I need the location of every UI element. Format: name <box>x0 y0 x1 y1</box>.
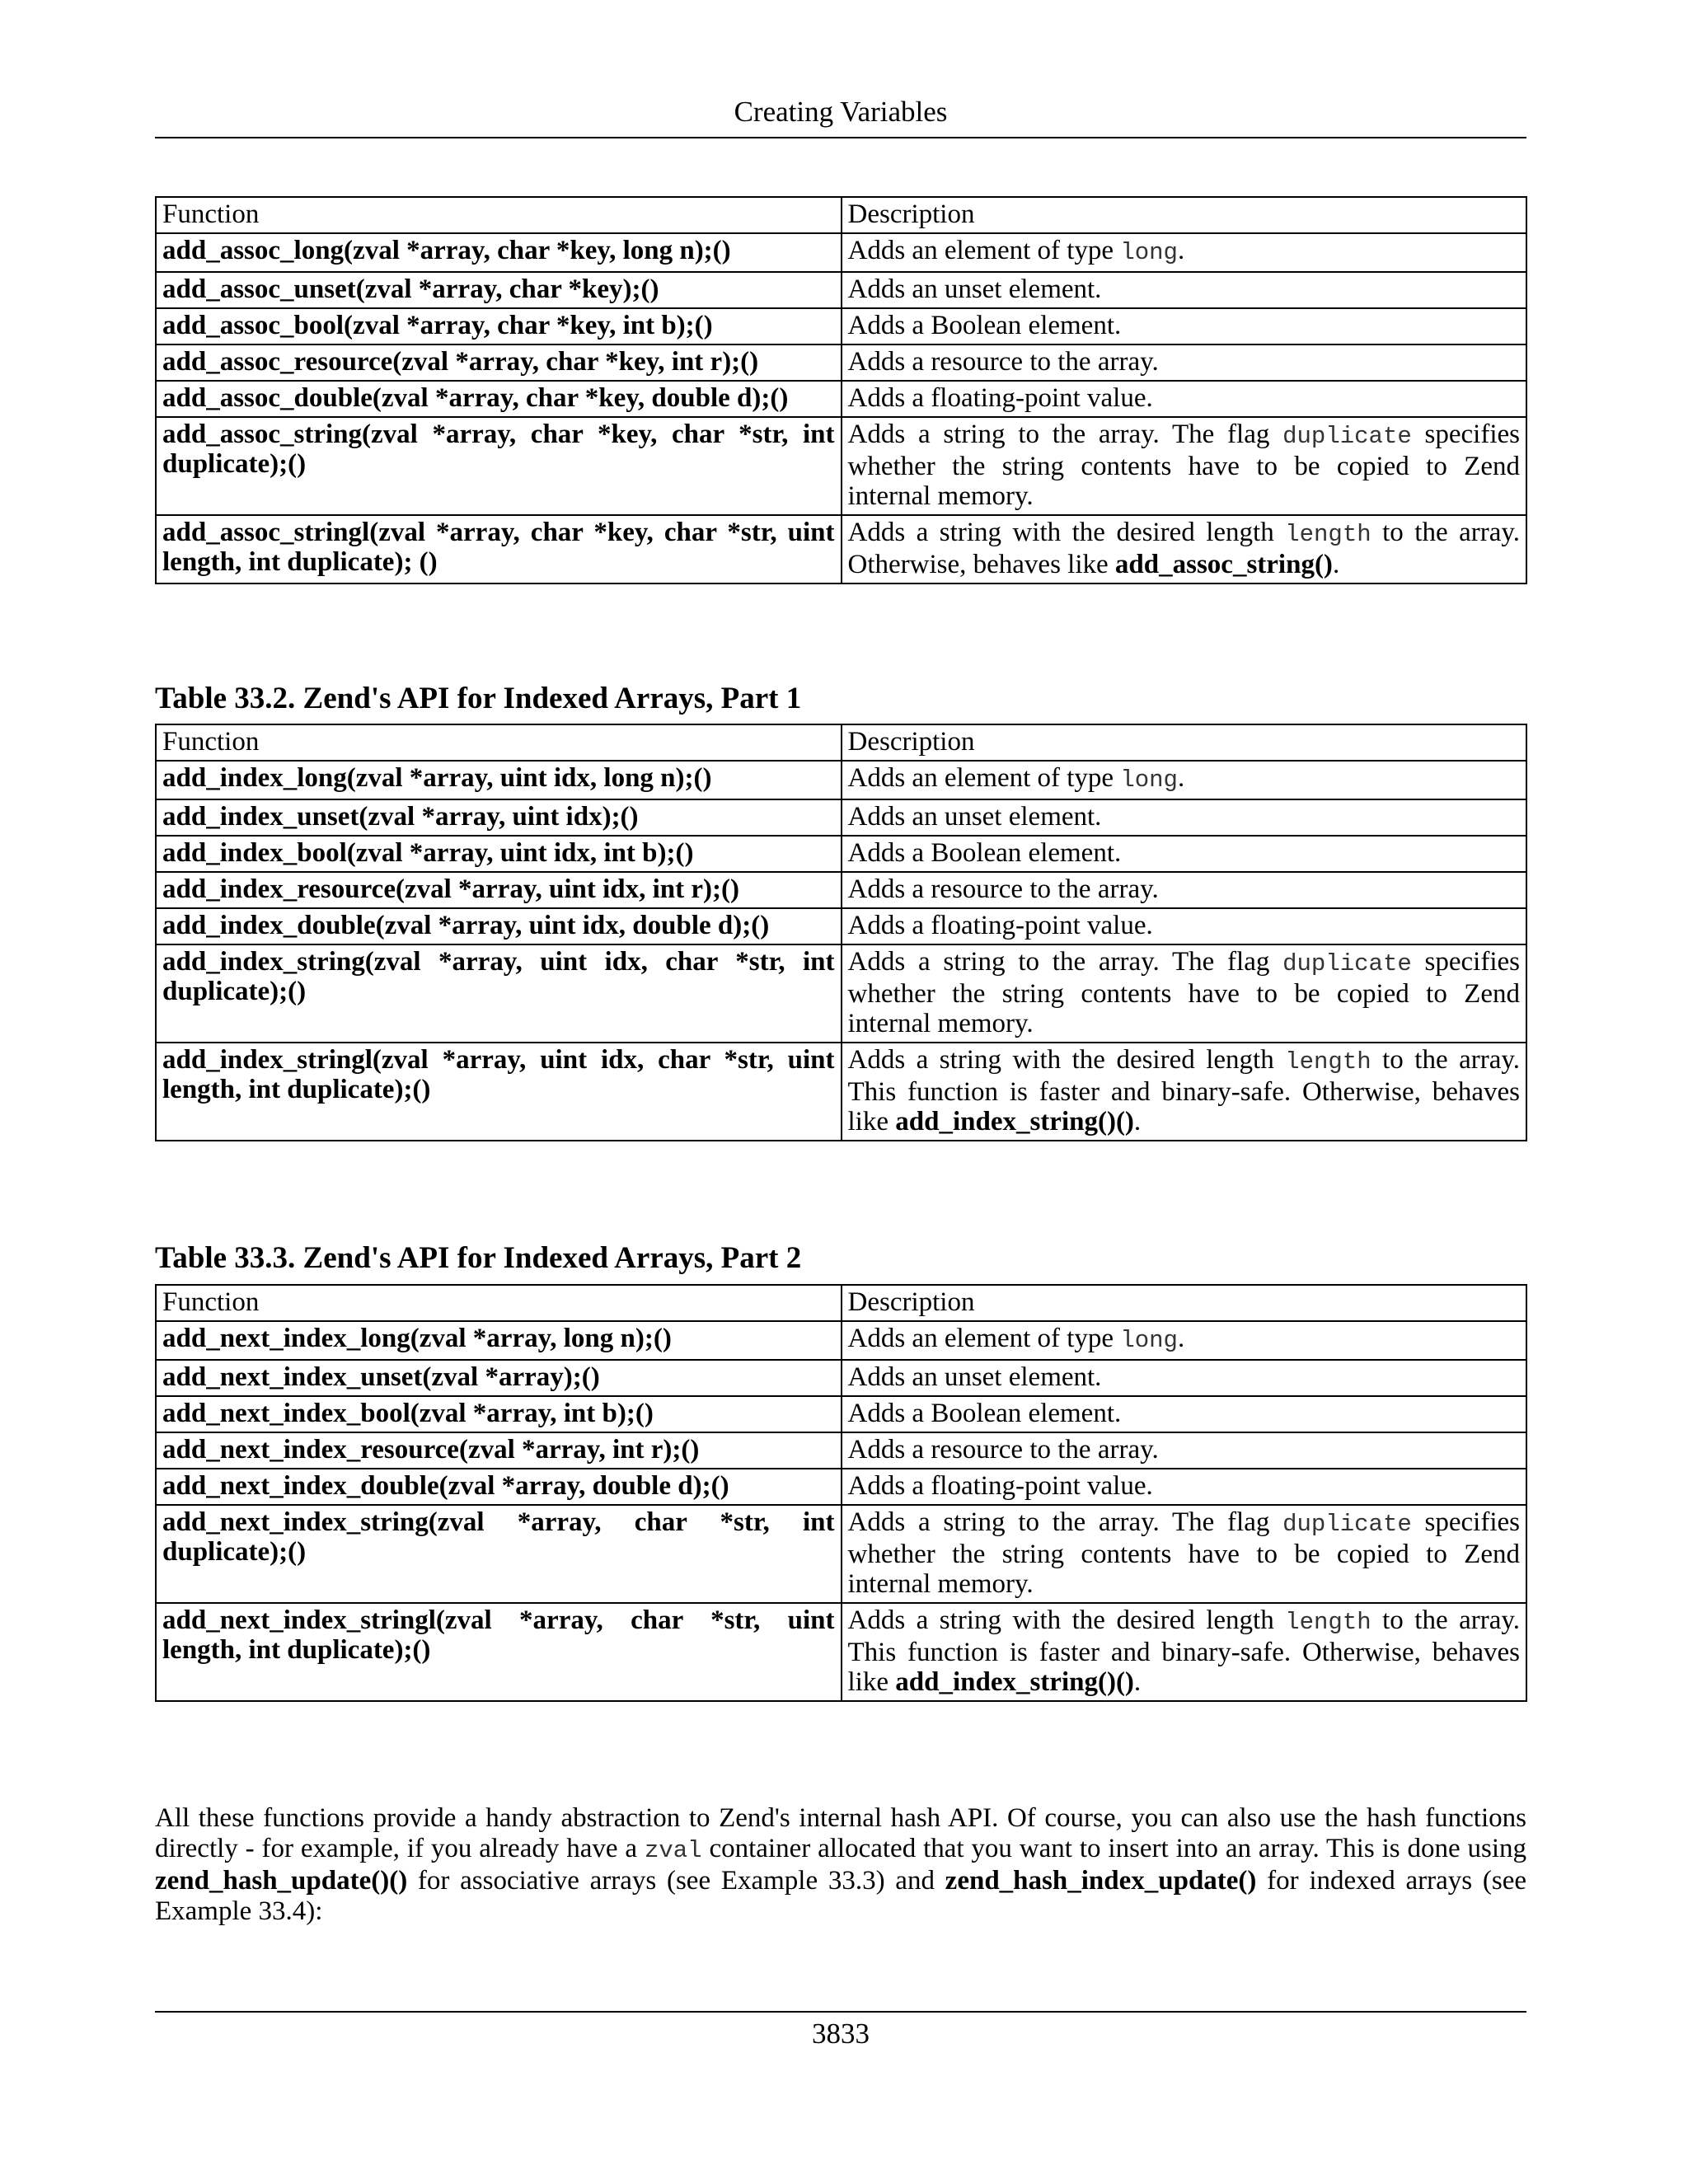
function-signature-cell: add_next_index_stringl(zval *array, char *str, uint length, int duplicate);() <box>156 1603 842 1701</box>
table-row <box>156 1505 1526 1603</box>
table-header-row <box>156 1285 1526 1321</box>
description-cell: Adds a resource to the array. <box>842 872 1527 908</box>
footer-divider <box>155 2011 1526 2013</box>
table-row <box>156 1360 1526 1396</box>
function-signature-cell: add_index_unset(zval *array, uint idx);() <box>156 799 842 836</box>
table-row <box>156 944 1526 1043</box>
column-header-description: Description <box>842 724 1527 761</box>
body-paragraph: All these functions provide a handy abstraction to Zend's internal hash API. Of course, you can also use the hash functions directly - for example, if you already have a zval container allocated that you want to insert into an array. This is done using zend_hash_update()() for associative arrays (see Example 33.3) and zend_hash_index_update() for indexed arrays (see Example 33.4): <box>155 1803 1526 1926</box>
description-cell: Adds a Boolean element. <box>842 308 1527 344</box>
table-row <box>156 1469 1526 1505</box>
function-reference: add_assoc_string() <box>1114 550 1333 579</box>
inline-code: long <box>1120 1327 1178 1354</box>
function-signature-cell: add_assoc_string(zval *array, char *key, char *str, int duplicate);() <box>156 417 842 515</box>
function-reference: add_index_string()() <box>895 1107 1134 1137</box>
table-row <box>156 761 1526 799</box>
function-signature-cell: add_next_index_long(zval *array, long n);() <box>156 1321 842 1360</box>
function-signature-cell: add_next_index_double(zval *array, double d);() <box>156 1469 842 1505</box>
inline-code: long <box>1120 766 1178 794</box>
table-caption-indexed-part1: Table 33.2. Zend's API for Indexed Arrays, Part 1 <box>155 682 802 715</box>
table-header-row <box>156 724 1526 761</box>
description-cell: Adds a resource to the array. <box>842 344 1527 381</box>
table-row <box>156 1396 1526 1432</box>
function-signature-cell: add_assoc_bool(zval *array, char *key, int b);() <box>156 308 842 344</box>
table-row <box>156 836 1526 872</box>
description-cell: Adds an element of type long. <box>842 1321 1527 1360</box>
inline-code: long <box>1120 239 1178 266</box>
column-header-function: Function <box>156 724 842 761</box>
inline-code: duplicate <box>1282 950 1412 977</box>
function-signature-cell: add_next_index_bool(zval *array, int b);() <box>156 1396 842 1432</box>
function-signature-cell: add_index_stringl(zval *array, uint idx, char *str, uint length, int duplicate);() <box>156 1043 842 1141</box>
table-row <box>156 799 1526 836</box>
description-cell: Adds an unset element. <box>842 272 1527 308</box>
indexed-array-api-table-part1 <box>155 724 1527 1141</box>
table-row <box>156 233 1526 272</box>
function-signature-cell: add_index_resource(zval *array, uint idx, int r);() <box>156 872 842 908</box>
description-cell: Adds a floating-point value. <box>842 381 1527 417</box>
function-signature-cell: add_next_index_resource(zval *array, int r);() <box>156 1432 842 1469</box>
function-signature-cell: add_next_index_string(zval *array, char *str, int duplicate);() <box>156 1505 842 1603</box>
column-header-description: Description <box>842 1285 1527 1321</box>
function-reference: zend_hash_update()() <box>155 1866 408 1896</box>
table-row <box>156 272 1526 308</box>
table-header-row <box>156 197 1526 233</box>
description-cell: Adds a string with the desired length length to the array. Otherwise, behaves like add_assoc_string(). <box>842 515 1527 583</box>
page-number: 3833 <box>812 2018 870 2050</box>
function-reference: zend_hash_index_update() <box>945 1866 1257 1896</box>
inline-code: length <box>1285 1609 1372 1636</box>
description-cell: Adds a string with the desired length length to the array. This function is faster and binary-safe. Otherwise, behaves like add_index_string()(). <box>842 1043 1527 1141</box>
function-reference: add_index_string()() <box>895 1667 1134 1697</box>
indexed-array-api-table-part2 <box>155 1284 1527 1702</box>
function-signature-cell: add_index_string(zval *array, uint idx, char *str, int duplicate);() <box>156 944 842 1043</box>
table-row <box>156 344 1526 381</box>
function-signature-cell: add_assoc_resource(zval *array, char *key, int r);() <box>156 344 842 381</box>
function-signature-cell: add_assoc_unset(zval *array, char *key);() <box>156 272 842 308</box>
table-row <box>156 515 1526 583</box>
table-row <box>156 381 1526 417</box>
description-cell: Adds a string to the array. The flag duplicate specifies whether the string contents have to be copied to Zend internal memory. <box>842 1505 1527 1603</box>
description-cell: Adds an element of type long. <box>842 233 1527 272</box>
function-signature-cell: add_assoc_stringl(zval *array, char *key, char *str, uint length, int duplicate); () <box>156 515 842 583</box>
table-row <box>156 1603 1526 1701</box>
function-signature-cell: add_index_long(zval *array, uint idx, long n);() <box>156 761 842 799</box>
header-divider <box>155 137 1526 138</box>
table-row <box>156 908 1526 944</box>
inline-code: duplicate <box>1282 423 1412 450</box>
table-row <box>156 1432 1526 1469</box>
table-caption-indexed-part2: Table 33.3. Zend's API for Indexed Arrays, Part 2 <box>155 1241 802 1275</box>
function-signature-cell: add_assoc_double(zval *array, char *key, double d);() <box>156 381 842 417</box>
description-cell: Adds a floating-point value. <box>842 908 1527 944</box>
function-signature-cell: add_assoc_long(zval *array, char *key, long n);() <box>156 233 842 272</box>
table-row <box>156 1321 1526 1360</box>
description-cell: Adds a Boolean element. <box>842 836 1527 872</box>
table-row <box>156 872 1526 908</box>
table-row <box>156 1043 1526 1141</box>
column-header-function: Function <box>156 1285 842 1321</box>
description-cell: Adds a string with the desired length length to the array. This function is faster and binary-safe. Otherwise, behaves like add_index_string()(). <box>842 1603 1527 1701</box>
table-row <box>156 417 1526 515</box>
description-cell: Adds a string to the array. The flag duplicate specifies whether the string contents have to be copied to Zend internal memory. <box>842 944 1527 1043</box>
description-cell: Adds a Boolean element. <box>842 1396 1527 1432</box>
column-header-function: Function <box>156 197 842 233</box>
description-cell: Adds a string to the array. The flag duplicate specifies whether the string contents have to be copied to Zend internal memory. <box>842 417 1527 515</box>
inline-code: length <box>1285 521 1372 548</box>
inline-code: zval <box>644 1837 702 1864</box>
description-cell: Adds an unset element. <box>842 1360 1527 1396</box>
table-row <box>156 308 1526 344</box>
function-signature-cell: add_index_double(zval *array, uint idx, double d);() <box>156 908 842 944</box>
inline-code: duplicate <box>1282 1511 1412 1538</box>
running-header: Creating Variables <box>734 96 948 128</box>
inline-code: length <box>1285 1048 1372 1076</box>
description-cell: Adds an unset element. <box>842 799 1527 836</box>
description-cell: Adds a floating-point value. <box>842 1469 1527 1505</box>
description-cell: Adds an element of type long. <box>842 761 1527 799</box>
function-signature-cell: add_index_bool(zval *array, uint idx, int b);() <box>156 836 842 872</box>
column-header-description: Description <box>842 197 1527 233</box>
description-cell: Adds a resource to the array. <box>842 1432 1527 1469</box>
function-signature-cell: add_next_index_unset(zval *array);() <box>156 1360 842 1396</box>
assoc-array-api-table <box>155 196 1527 584</box>
